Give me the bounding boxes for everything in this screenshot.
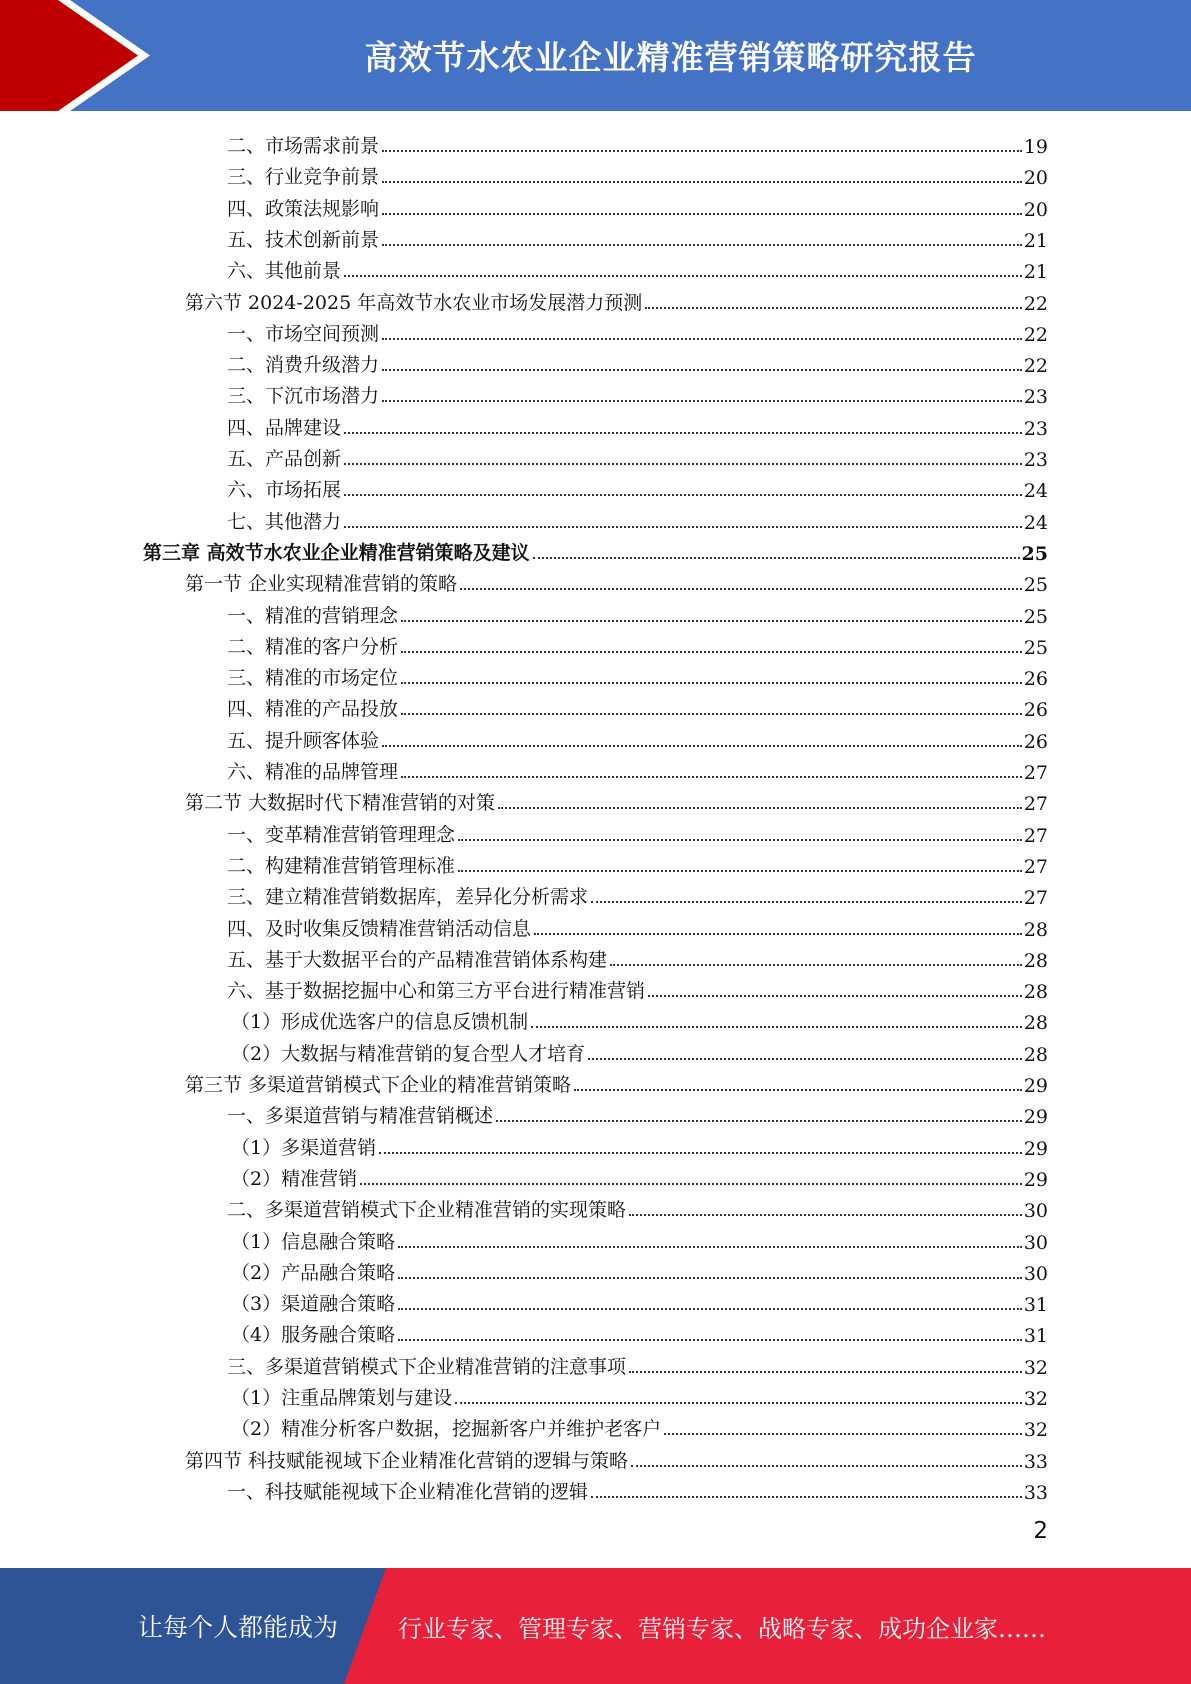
toc-item-label: 三、建立精准营销数据库，差异化分析需求 [227,886,589,909]
toc-item-page: 25 [1023,574,1048,597]
toc-item-page: 29 [1023,1168,1048,1191]
toc-dot-leader [344,494,1022,496]
toc-item-label: 三、精准的市场定位 [227,667,399,690]
toc-item-label: 三、行业竞争前景 [227,166,380,189]
toc-item-label: （2）产品融合策略 [231,1261,396,1284]
toc-dot-leader [379,1152,1022,1154]
toc-item[interactable] [231,1316,1048,1347]
toc-item[interactable] [231,1129,1048,1160]
toc-dot-leader [382,244,1022,246]
toc-chapter[interactable] [143,534,1048,565]
toc-item-page: 26 [1023,699,1048,722]
toc-item-label: 六、其他前景 [227,260,342,283]
toc-item[interactable] [231,1035,1048,1066]
toc-dot-leader [645,307,1022,309]
toc-item-page: 25 [1023,605,1048,628]
toc-item[interactable] [227,753,1048,784]
toc-item[interactable] [227,221,1048,252]
toc-section[interactable] [185,1066,1048,1097]
toc-item[interactable] [227,315,1048,346]
toc-dot-leader [344,526,1022,528]
toc-item-label: 五、技术创新前景 [227,228,380,251]
toc-item-page: 25 [1023,636,1048,659]
toc-item-page: 30 [1023,1200,1048,1223]
toc-section[interactable] [185,284,1048,315]
toc-item-label: （3）渠道融合策略 [231,1293,396,1316]
toc-item-page: 27 [1023,762,1048,784]
toc-item-label: 二、市场需求前景 [227,135,380,157]
toc-item[interactable] [227,127,1048,158]
toc-dot-leader [382,745,1022,747]
toc-item-page: 23 [1023,386,1048,409]
toc-item-page: 28 [1023,981,1048,1004]
toc-item[interactable] [227,1097,1048,1128]
toc-dot-leader [398,1246,1022,1248]
toc-item-page: 20 [1023,167,1048,190]
toc-item[interactable] [227,1473,1048,1504]
header-chevron-icon [0,0,160,111]
toc-item[interactable] [227,252,1048,283]
toc-item[interactable] [227,377,1048,408]
toc-item-page: 24 [1023,511,1048,534]
toc-item-page: 32 [1023,1356,1048,1379]
toc-item-label: （1）信息融合策略 [231,1230,396,1253]
toc-dot-leader [382,150,1022,152]
toc-item-page: 28 [1023,949,1048,972]
toc-item[interactable] [231,1410,1048,1441]
toc-item-page: 22 [1023,355,1048,378]
toc-dot-leader [631,1465,1022,1467]
toc-dot-leader [360,1183,1022,1185]
toc-item-page: 24 [1023,480,1048,503]
toc-item-label: 六、基于数据挖掘中心和第三方平台进行精准营销 [227,980,646,1003]
toc-item-label: 第三节 多渠道营销模式下企业的精准营销策略 [185,1074,572,1096]
toc-item[interactable] [227,503,1048,534]
toc-item[interactable] [227,1348,1048,1379]
toc-section[interactable] [185,1442,1048,1473]
toc-item[interactable] [231,1379,1048,1410]
toc-dot-leader [629,1371,1022,1373]
toc-dot-leader [629,1214,1022,1216]
toc-item[interactable] [227,690,1048,721]
toc-item-label: 第二节 大数据时代下精准营销的对策 [185,792,496,815]
toc-item-page: 28 [1023,1043,1048,1066]
toc-dot-leader [344,275,1022,277]
toc-item-label: （2）大数据与精准营销的复合型人才培育 [231,1042,586,1065]
toc-item-page: 31 [1023,1325,1048,1348]
toc-dot-leader [496,1120,1022,1122]
toc-item[interactable] [231,1223,1048,1254]
toc-dot-leader [382,369,1022,371]
toc-item-label: 第一节 企业实现精准营销的策略 [185,573,458,596]
toc-item-label: 二、精准的客户分析 [227,635,399,658]
toc-item[interactable] [227,816,1048,847]
toc-item-page: 25 [1021,542,1048,565]
toc-dot-leader [398,1339,1022,1341]
toc-dot-leader [344,463,1022,465]
toc-item-page: 27 [1023,855,1048,878]
toc-item[interactable] [227,1191,1048,1222]
toc-item-label: （1）多渠道营销 [231,1136,377,1159]
toc-item-label: 二、消费升级潜力 [227,354,380,377]
toc-item-label: 四、政策法规影响 [227,197,380,220]
toc-item-label: 二、构建精准营销管理标准 [227,854,456,877]
page-number: 2 [1033,1518,1048,1544]
toc-item[interactable] [231,1160,1048,1191]
toc-item-page: 32 [1023,1388,1048,1410]
toc-dot-leader [382,213,1022,215]
toc-item-label: 五、产品创新 [227,448,342,470]
toc-dot-leader [610,964,1022,966]
toc-item-label: （1）注重品牌策划与建设 [231,1387,453,1409]
toc-item-page: 27 [1023,824,1048,847]
toc-item[interactable] [227,910,1048,941]
toc-dot-leader [574,1089,1022,1091]
toc-item-page: 27 [1023,793,1048,816]
toc-item-page: 33 [1023,1481,1048,1504]
toc-item[interactable] [227,409,1048,440]
toc-item-label: （1）形成优选客户的信息反馈机制 [231,1011,529,1034]
toc-item[interactable] [231,1003,1048,1034]
toc-item-label: 第三章 高效节水农业企业精准营销策略及建议 [143,541,530,564]
toc-item-label: 二、多渠道营销模式下企业精准营销的实现策略 [227,1199,627,1222]
toc-item-label: 四、精准的产品投放 [227,698,399,721]
toc-dot-leader [398,1308,1022,1310]
footer-slogan-right: 行业专家、管理专家、营销专家、战略专家、成功企业家…… [398,1614,1046,1643]
toc-item[interactable] [227,440,1048,471]
toc-item-label: 五、基于大数据平台的产品精准营销体系构建 [227,948,608,971]
toc-dot-leader [460,588,1022,590]
toc-item-label: （2）精准营销 [231,1167,358,1190]
toc-item-page: 28 [1023,918,1048,941]
toc-item[interactable] [227,628,1048,659]
toc-item-label: 一、市场空间预测 [227,322,380,345]
toc-dot-leader [398,1277,1022,1279]
toc-item[interactable] [231,1254,1048,1285]
toc-dot-leader [382,400,1022,402]
toc-dot-leader [401,651,1022,653]
toc-item-page: 32 [1023,1419,1048,1442]
toc-item-page: 31 [1023,1294,1048,1317]
toc-dot-leader [344,432,1022,434]
toc-item-label: 四、品牌建设 [227,416,342,439]
toc-dot-leader [588,1058,1022,1060]
toc-dot-leader [401,776,1022,778]
toc-item-label: 六、精准的品牌管理 [227,761,399,783]
toc-item[interactable] [227,471,1048,502]
toc-item-page: 21 [1023,261,1048,284]
toc-item-label: （2）精准分析客户数据，挖掘新客户并维护老客户 [231,1418,662,1441]
toc-item[interactable] [231,1285,1048,1316]
toc-item-page: 20 [1023,198,1048,221]
toc-item-label: 第六节 2024-2025 年高效节水农业市场发展潜力预测 [185,291,643,314]
report-title: 高效节水农业企业精准营销策略研究报告 [364,38,977,77]
toc-item-page: 22 [1023,323,1048,346]
toc-item[interactable] [227,190,1048,221]
toc-dot-leader [534,933,1022,935]
toc-item-label: 一、变革精准营销管理理念 [227,823,456,846]
toc-dot-leader [664,1433,1022,1435]
toc-item-label: 四、及时收集反馈精准营销活动信息 [227,917,532,940]
toc-item-page: 30 [1023,1231,1048,1254]
toc-dot-leader [401,682,1022,684]
toc-dot-leader [455,1402,1022,1404]
toc-item-label: 六、市场拓展 [227,479,342,502]
toc-dot-leader [401,620,1022,622]
toc-dot-leader [591,901,1022,903]
toc-item[interactable] [227,158,1048,189]
toc-item[interactable] [227,847,1048,878]
toc-item-label: 五、提升顾客体验 [227,729,380,752]
toc-item-page: 26 [1023,730,1048,753]
toc-dot-leader [533,557,1020,559]
toc-item-page: 28 [1023,1012,1048,1035]
footer-slogan-left: 让每个人都能成为 [138,1613,339,1642]
toc-item[interactable] [227,659,1048,690]
toc-item[interactable] [227,346,1048,377]
toc-dot-leader [382,338,1022,340]
page-footer [0,1568,1191,1684]
toc-item-label: 一、精准的营销理念 [227,604,399,627]
toc-item-page: 23 [1023,417,1048,440]
toc-item-label: 七、其他潜力 [227,510,342,533]
toc-item[interactable] [227,878,1048,909]
toc-item-page: 29 [1023,1075,1048,1097]
toc-item-page: 30 [1023,1262,1048,1285]
toc-item[interactable] [227,972,1048,1003]
toc-item-label: 一、科技赋能视域下企业精准化营销的逻辑 [227,1480,589,1503]
toc-item[interactable] [227,722,1048,753]
toc-dot-leader [591,1496,1022,1498]
toc-item-page: 23 [1023,449,1048,471]
toc-item-page: 29 [1023,1106,1048,1129]
toc-dot-leader [458,870,1022,872]
toc-item[interactable] [227,597,1048,628]
toc-item-page: 22 [1023,292,1048,315]
toc-item-page: 33 [1023,1450,1048,1473]
toc-item-page: 27 [1023,887,1048,910]
toc-dot-leader [458,839,1022,841]
toc-item-page: 21 [1023,229,1048,252]
toc-item-page: 29 [1023,1137,1048,1160]
toc-dot-leader [382,181,1022,183]
toc-item-label: 第四节 科技赋能视域下企业精准化营销的逻辑与策略 [185,1449,629,1472]
toc-dot-leader [648,995,1022,997]
toc-section[interactable] [185,565,1048,596]
toc-item-page: 26 [1023,668,1048,691]
toc-item-label: 三、多渠道营销模式下企业精准营销的注意事项 [227,1355,627,1378]
toc-item-label: 三、下沉市场潜力 [227,385,380,408]
toc-item-label: 一、多渠道营销与精准营销概述 [227,1105,494,1128]
page-header [0,0,1191,111]
toc-dot-leader [531,1026,1022,1028]
toc-item-page: 19 [1023,136,1048,158]
toc-item-label: （4）服务融合策略 [231,1324,396,1347]
toc-dot-leader [401,713,1022,715]
toc-section[interactable] [185,784,1048,815]
toc-item[interactable] [227,941,1048,972]
toc-dot-leader [498,807,1022,809]
